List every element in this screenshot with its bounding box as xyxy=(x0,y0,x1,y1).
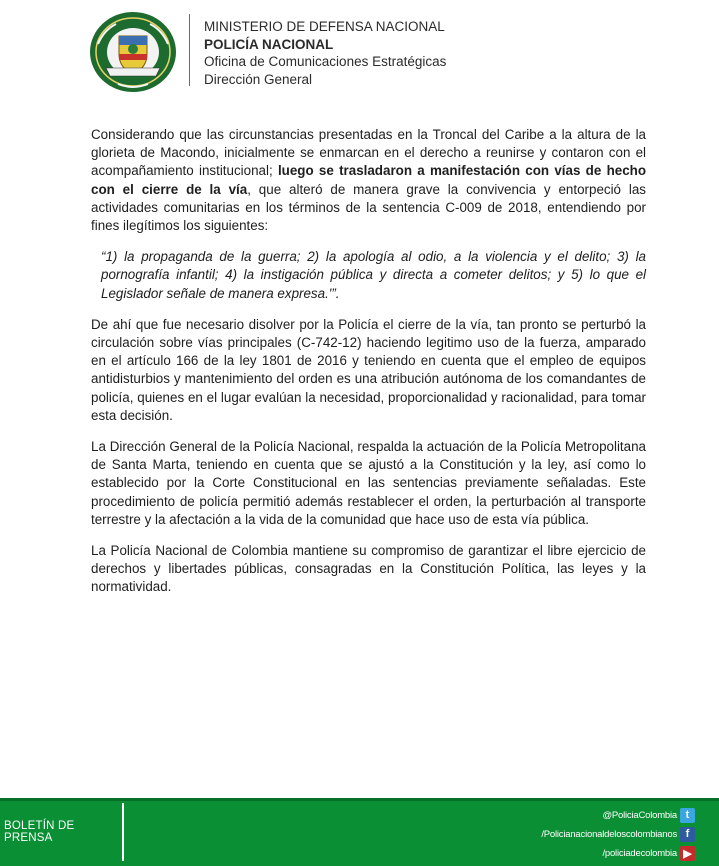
paragraph-1-bold: luego se trasladaron a manifestación con vías de hecho con el cierre de la vía xyxy=(91,163,646,197)
paragraph-1-end: , que alteró de manera grave la convivencia y entorpeció las actividades comunitarias en los términos de la sentencia C-009 de 2018, entendiendo por fines ilegítimos los siguientes: xyxy=(91,181,646,234)
ministry-name: MINISTERIO DE DEFENSA NACIONAL xyxy=(204,19,445,34)
footer-bar xyxy=(0,798,719,866)
facebook-icon: f xyxy=(680,827,695,842)
facebook-handle: /Policianacionaldeloscolombianos xyxy=(541,828,677,840)
youtube-link[interactable] xyxy=(541,844,695,862)
paragraph-3: La Dirección General de la Policía Nacional, respalda la actuación de la Policía Metropolitana de Santa Marta, teniendo en cuenta que se ajustó a la Constitución y la ley, así como lo establecido por la Corte Constitucional en las sentencias previamente señaladas. Este procedimiento de policía permitió además restablecer el orden, la perturbación al transporte terrestre y la afectación a la vida de la comunidad que hace uso de esta vía pública. xyxy=(91,439,646,527)
youtube-icon: ▶ xyxy=(680,846,695,861)
youtube-handle: /policiadecolombia xyxy=(602,847,677,859)
police-name: POLICÍA NACIONAL xyxy=(204,36,334,52)
paragraph-1 xyxy=(91,126,646,235)
police-seal-logo xyxy=(88,10,178,94)
footer-top-stripe xyxy=(0,798,719,801)
paragraph-4: La Policía Nacional de Colombia mantiene su compromiso de garantizar el libre ejercicio de derechos y libertades públicas, consagradas en la Constitución Política, las leyes y la normatividad. xyxy=(91,543,646,595)
facebook-link[interactable] xyxy=(541,825,695,843)
direction-name: Dirección General xyxy=(204,71,313,87)
twitter-link[interactable] xyxy=(541,806,695,824)
quoted-text: “1) la propaganda de la guerra; 2) la apología al odio, a la violencia y el delito; 3) la pornografía infantil; 4) la instigación pública y directa a cometer delitos; y 5) lo que el Legislador señale de manera expresa.'”. xyxy=(101,249,646,301)
organization-block xyxy=(204,18,446,88)
press-label-box xyxy=(0,803,124,861)
paragraph-2: De ahí que fue necesario disolver por la Policía el cierre de la vía, tan pronto se perturbó la circulación sobre vías principales (C-742-12) haciendo legitimo uso de la fuerza, amparado en el artículo 166 de la ley 1801 de 2016 y teniendo en cuenta que el empleo de equipos antidisturbios y mantenimiento del orden es una atribución autónoma de los comandantes de policía, quienes en el lugar evalúan la necesidad, proporcionalidad y racionalidad, para tomar esta decisión. xyxy=(91,316,646,423)
header-divider xyxy=(189,14,190,86)
paragraph-1-start: Considerando que las circunstancias presentadas en la Troncal del Caribe a la altura de la glorieta de Macondo, inicialmente se enmarcan en el derecho a reunirse y contaron con el acompañamiento institucional; xyxy=(91,127,646,179)
press-release-body xyxy=(91,126,646,610)
twitter-handle: @PoliciaColombia xyxy=(602,809,677,821)
twitter-icon: t xyxy=(680,808,695,823)
office-name: Oficina de Comunicaciones Estratégicas xyxy=(204,54,447,69)
press-label: BOLETÍN DE PRENSA xyxy=(4,820,75,844)
social-links xyxy=(541,806,695,863)
letterhead xyxy=(0,0,719,110)
